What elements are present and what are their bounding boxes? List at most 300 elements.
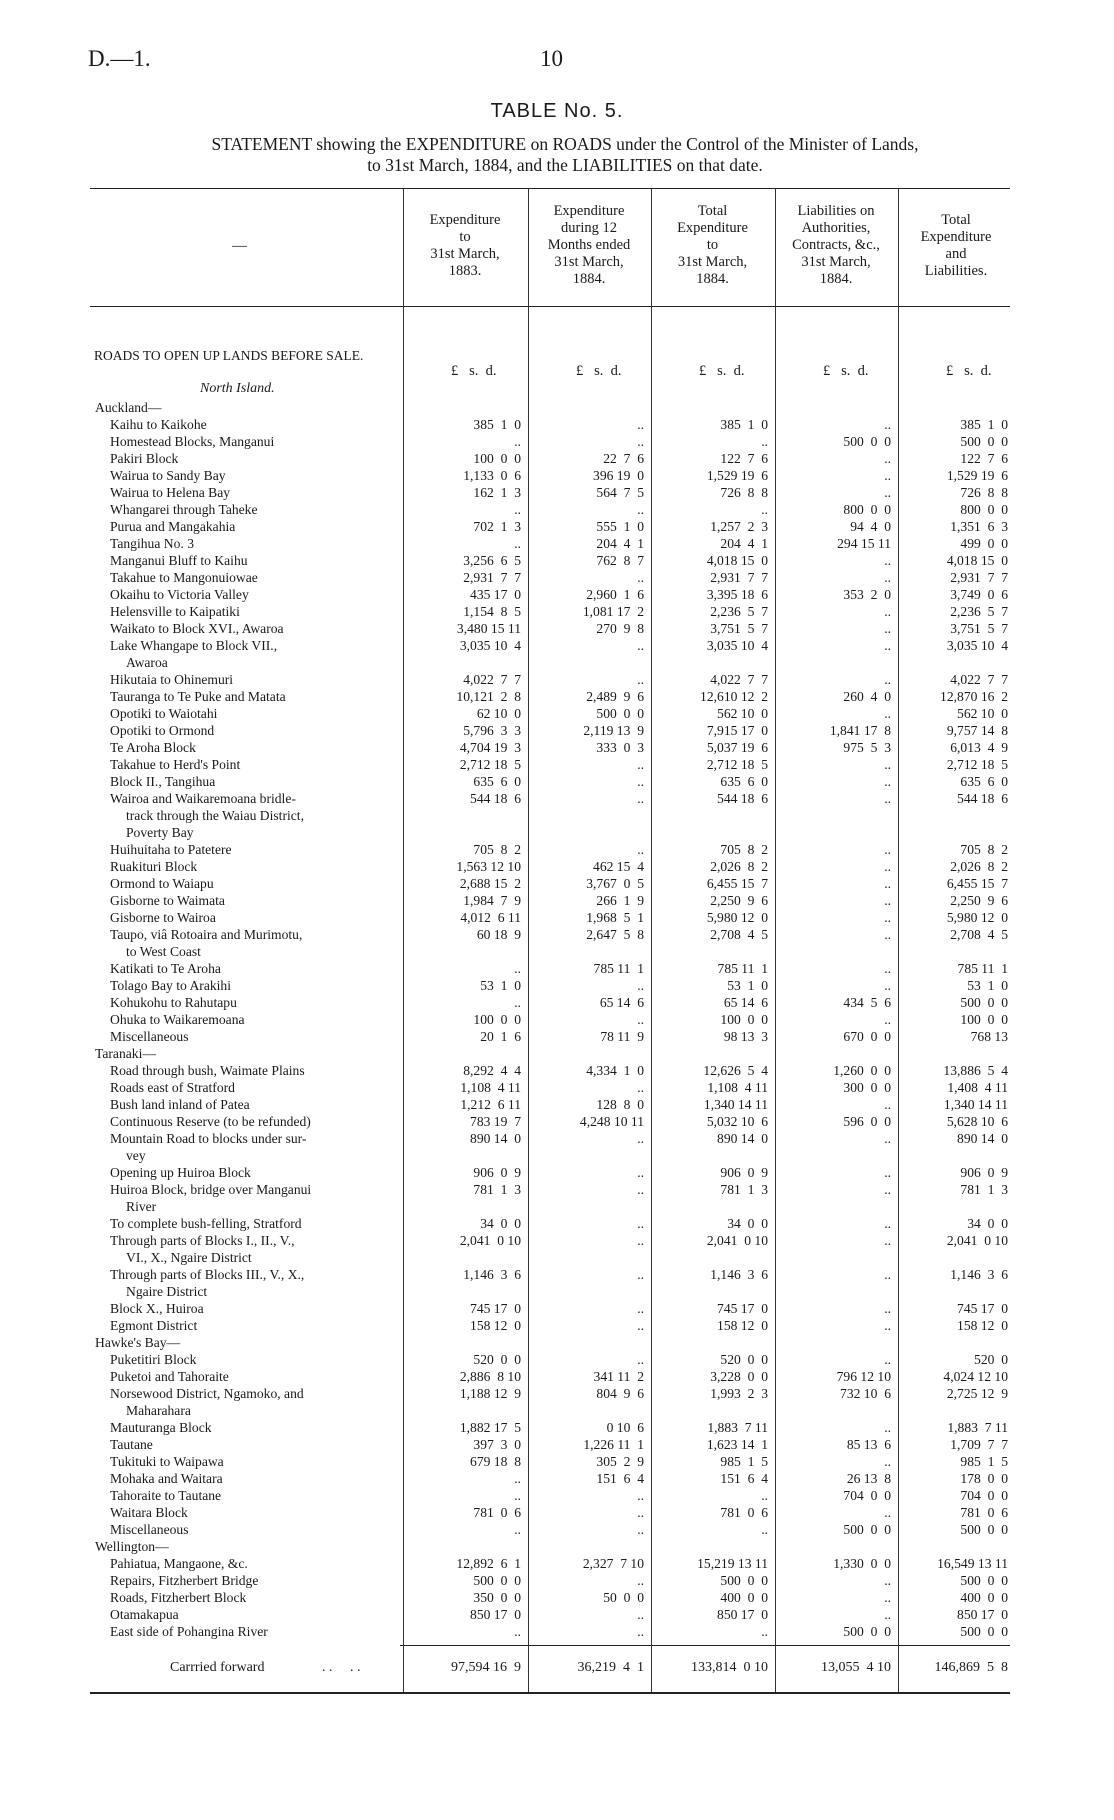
amount-cell: 804 9 6 bbox=[596, 1386, 644, 1401]
amount-cell: 2,489 9 6 bbox=[586, 689, 644, 704]
amount-cell: 34 0 0 bbox=[480, 1216, 521, 1231]
road-label: Roads, Fitzherbert Block bbox=[110, 1590, 247, 1605]
column-header-line: 1884. bbox=[819, 271, 853, 287]
amount-cell: 2,041 0 10 bbox=[459, 1233, 521, 1248]
amount-cell: 781 1 3 bbox=[960, 1182, 1008, 1197]
road-label: Helensville to Kaipatiki bbox=[110, 604, 240, 619]
amount-cell: .. bbox=[637, 1012, 644, 1027]
road-label: to West Coast bbox=[126, 944, 201, 959]
total-cell: 97,594 16 9 bbox=[451, 1660, 521, 1675]
leader-dots: . . . . bbox=[322, 1660, 361, 1675]
amount-cell: .. bbox=[884, 774, 891, 789]
amount-cell: 12,892 6 1 bbox=[456, 1556, 521, 1571]
amount-cell: 1,883 7 11 bbox=[947, 1420, 1008, 1435]
amount-cell: .. bbox=[884, 1131, 891, 1146]
amount-cell: 158 12 0 bbox=[470, 1318, 521, 1333]
amount-cell: 500 0 0 bbox=[960, 434, 1008, 449]
amount-cell: 158 12 0 bbox=[717, 1318, 768, 1333]
amount-cell: 260 4 0 bbox=[843, 689, 891, 704]
sub-section-title: North Island. bbox=[200, 381, 275, 396]
road-label: Mauturanga Block bbox=[110, 1420, 212, 1435]
total-cell: 36,219 4 1 bbox=[577, 1660, 644, 1675]
amount-cell: .. bbox=[884, 1573, 891, 1588]
total-cell: 133,814 0 10 bbox=[691, 1660, 768, 1675]
footer-top-rule bbox=[400, 1645, 1010, 1646]
units-label: £ s. d. bbox=[946, 363, 992, 379]
amount-cell: .. bbox=[637, 570, 644, 585]
amount-cell: 500 0 0 bbox=[960, 1624, 1008, 1639]
amount-cell: 5,032 10 6 bbox=[706, 1114, 768, 1129]
road-label: Roads east of Stratford bbox=[110, 1080, 235, 1095]
amount-cell: 2,041 0 10 bbox=[946, 1233, 1008, 1248]
column-header-line: Expenditure bbox=[553, 203, 625, 219]
amount-cell: 385 1 0 bbox=[473, 417, 521, 432]
amount-cell: 796 12 10 bbox=[836, 1369, 891, 1384]
column-header-line: Total bbox=[941, 212, 971, 228]
amount-cell: 1,146 3 6 bbox=[710, 1267, 768, 1282]
amount-cell: 270 9 8 bbox=[596, 621, 644, 636]
column-header-line: 31st March, bbox=[554, 254, 624, 270]
column-rule bbox=[651, 188, 652, 1692]
amount-cell: 2,708 4 5 bbox=[950, 927, 1008, 942]
amount-cell: 500 0 0 bbox=[473, 1573, 521, 1588]
amount-cell: 6,455 15 7 bbox=[706, 876, 768, 891]
road-label: Opening up Huiroa Block bbox=[110, 1165, 251, 1180]
road-label: Purua and Mangakahia bbox=[110, 519, 236, 534]
amount-cell: .. bbox=[514, 536, 521, 551]
amount-cell: .. bbox=[761, 1624, 768, 1639]
amount-cell: 122 7 6 bbox=[720, 451, 768, 466]
amount-cell: .. bbox=[884, 1097, 891, 1112]
amount-cell: .. bbox=[884, 1318, 891, 1333]
column-rule bbox=[775, 188, 776, 1692]
amount-cell: 4,248 10 11 bbox=[579, 1114, 644, 1129]
corner-dash: — bbox=[232, 238, 247, 254]
amount-cell: .. bbox=[637, 1318, 644, 1333]
amount-cell: 500 0 0 bbox=[960, 1522, 1008, 1537]
amount-cell: .. bbox=[761, 434, 768, 449]
amount-cell: 1,529 19 6 bbox=[706, 468, 768, 483]
road-label: Through parts of Blocks I., II., V., bbox=[110, 1233, 295, 1248]
amount-cell: 4,704 19 3 bbox=[459, 740, 521, 755]
amount-cell: 5,796 3 3 bbox=[463, 723, 521, 738]
amount-cell: 266 1 9 bbox=[596, 893, 644, 908]
road-label: Waikato to Block XVI., Awaroa bbox=[110, 621, 284, 636]
amount-cell: 3,767 0 5 bbox=[586, 876, 644, 891]
carried-forward-label: Carrried forward bbox=[170, 1660, 265, 1675]
amount-cell: 294 15 11 bbox=[837, 536, 891, 551]
road-label: Block X., Huiroa bbox=[110, 1301, 204, 1316]
amount-cell: .. bbox=[884, 978, 891, 993]
road-label: Miscellaneous bbox=[110, 1029, 189, 1044]
amount-cell: 850 17 0 bbox=[470, 1607, 521, 1622]
amount-cell: 2,708 4 5 bbox=[710, 927, 768, 942]
amount-cell: .. bbox=[637, 1131, 644, 1146]
amount-cell: .. bbox=[884, 1165, 891, 1180]
amount-cell: 3,035 10 4 bbox=[946, 638, 1008, 653]
amount-cell: .. bbox=[637, 1624, 644, 1639]
amount-cell: 3,395 18 6 bbox=[706, 587, 768, 602]
amount-cell: 562 10 0 bbox=[717, 706, 768, 721]
amount-cell: 5,628 10 6 bbox=[946, 1114, 1008, 1129]
amount-cell: 679 18 8 bbox=[470, 1454, 521, 1469]
district-label: Auckland— bbox=[95, 400, 162, 415]
amount-cell: 520 0 0 bbox=[720, 1352, 768, 1367]
column-header-line: Contracts, &c., bbox=[792, 237, 880, 253]
road-label: Ormond to Waiapu bbox=[110, 876, 214, 891]
road-label: Repairs, Fitzherbert Bridge bbox=[110, 1573, 259, 1588]
table-title: TABLE No. 5. bbox=[490, 100, 624, 122]
amount-cell: 5,037 19 6 bbox=[706, 740, 768, 755]
amount-cell: .. bbox=[514, 995, 521, 1010]
amount-cell: 1,340 14 11 bbox=[703, 1097, 768, 1112]
total-cell: 146,869 5 8 bbox=[934, 1660, 1008, 1675]
page-number: 10 bbox=[540, 46, 563, 71]
amount-cell: 6,013 4 9 bbox=[950, 740, 1008, 755]
amount-cell: .. bbox=[884, 604, 891, 619]
amount-cell: 122 7 6 bbox=[960, 451, 1008, 466]
amount-cell: .. bbox=[884, 910, 891, 925]
amount-cell: 13,886 5 4 bbox=[943, 1063, 1008, 1078]
road-label: Tukituki to Waipawa bbox=[110, 1454, 224, 1469]
amount-cell: 100 0 0 bbox=[473, 1012, 521, 1027]
amount-cell: 1,226 11 1 bbox=[583, 1437, 644, 1452]
road-label: Okaihu to Victoria Valley bbox=[110, 587, 249, 602]
units-label: £ s. d. bbox=[823, 363, 869, 379]
amount-cell: .. bbox=[637, 791, 644, 806]
amount-cell: 1,260 0 0 bbox=[833, 1063, 891, 1078]
amount-cell: 60 18 9 bbox=[476, 927, 521, 942]
column-header-line: Total bbox=[697, 203, 728, 219]
amount-cell: .. bbox=[514, 1624, 521, 1639]
column-header-line: 31st March, bbox=[430, 246, 500, 262]
amount-cell: 1,408 4 11 bbox=[947, 1080, 1008, 1095]
amount-cell: .. bbox=[884, 1454, 891, 1469]
amount-cell: .. bbox=[637, 1522, 644, 1537]
amount-cell: 1,188 12 9 bbox=[459, 1386, 521, 1401]
amount-cell: 1,993 2 3 bbox=[710, 1386, 768, 1401]
road-label: Waitara Block bbox=[110, 1505, 188, 1520]
amount-cell: 2,712 18 5 bbox=[706, 757, 768, 772]
amount-cell: .. bbox=[514, 1522, 521, 1537]
statement-heading bbox=[90, 134, 1040, 176]
amount-cell: 204 4 1 bbox=[720, 536, 768, 551]
amount-cell: .. bbox=[761, 502, 768, 517]
amount-cell: 12,626 5 4 bbox=[703, 1063, 768, 1078]
header-bottom-rule bbox=[90, 306, 1010, 307]
amount-cell: 500 0 0 bbox=[960, 1573, 1008, 1588]
amount-cell: 2,647 5 8 bbox=[586, 927, 644, 942]
amount-cell: 5,980 12 0 bbox=[706, 910, 768, 925]
amount-cell: 544 18 6 bbox=[717, 791, 768, 806]
road-label: Egmont District bbox=[110, 1318, 198, 1333]
amount-cell: 1,968 5 1 bbox=[586, 910, 644, 925]
amount-cell: 635 6 0 bbox=[473, 774, 521, 789]
amount-cell: 26 13 8 bbox=[846, 1471, 891, 1486]
amount-cell: .. bbox=[637, 1301, 644, 1316]
amount-cell: 34 0 0 bbox=[967, 1216, 1008, 1231]
amount-cell: .. bbox=[637, 1182, 644, 1197]
amount-cell: 906 0 9 bbox=[473, 1165, 521, 1180]
doc-reference: D.—1. bbox=[88, 46, 151, 71]
amount-cell: .. bbox=[761, 1522, 768, 1537]
road-label: Awaroa bbox=[126, 655, 168, 670]
amount-cell: 745 17 0 bbox=[717, 1301, 768, 1316]
amount-cell: .. bbox=[884, 553, 891, 568]
road-label: Ohuka to Waikaremoana bbox=[110, 1012, 245, 1027]
amount-cell: 906 0 9 bbox=[720, 1165, 768, 1180]
road-label: Taupo, viâ Rotoaira and Murimotu, bbox=[110, 927, 303, 942]
top-rule bbox=[90, 188, 1010, 189]
amount-cell: 158 12 0 bbox=[957, 1318, 1008, 1333]
road-label: Katikati to Te Aroha bbox=[110, 961, 221, 976]
amount-cell: .. bbox=[884, 570, 891, 585]
amount-cell: 1,340 14 11 bbox=[943, 1097, 1008, 1112]
amount-cell: 4,334 1 0 bbox=[586, 1063, 644, 1078]
road-label: Puketoi and Tahoraite bbox=[110, 1369, 229, 1384]
amount-cell: .. bbox=[514, 961, 521, 976]
amount-cell: 2,250 9 6 bbox=[950, 893, 1008, 908]
road-label: Ngaire District bbox=[126, 1284, 208, 1299]
statement-line-1: STATEMENT showing the EXPENDITURE on ROADS under the Control of the Minister of Lands, bbox=[211, 134, 919, 154]
amount-cell: 62 10 0 bbox=[476, 706, 521, 721]
column-header-line: 1884. bbox=[572, 271, 606, 287]
amount-cell: 4,022 7 7 bbox=[710, 672, 768, 687]
amount-cell: 785 11 1 bbox=[717, 961, 768, 976]
amount-cell: .. bbox=[884, 1182, 891, 1197]
amount-cell: .. bbox=[637, 1165, 644, 1180]
amount-cell: .. bbox=[637, 1573, 644, 1588]
amount-cell: 800 0 0 bbox=[843, 502, 891, 517]
road-label: Opotiki to Ormond bbox=[110, 723, 215, 738]
road-label: Otamakapua bbox=[110, 1607, 179, 1622]
amount-cell: 704 0 0 bbox=[843, 1488, 891, 1503]
amount-cell: 1,257 2 3 bbox=[710, 519, 768, 534]
road-label: Lake Whangape to Block VII., bbox=[110, 638, 278, 653]
amount-cell: .. bbox=[884, 1590, 891, 1605]
road-label: Gisborne to Wairoa bbox=[110, 910, 216, 925]
amount-cell: 300 0 0 bbox=[843, 1080, 891, 1095]
column-header-line: Expenditure bbox=[677, 220, 748, 236]
amount-cell: 975 5 3 bbox=[843, 740, 891, 755]
road-label: Whangarei through Taheke bbox=[110, 502, 258, 517]
amount-cell: .. bbox=[637, 757, 644, 772]
amount-cell: .. bbox=[884, 1505, 891, 1520]
amount-cell: 670 0 0 bbox=[843, 1029, 891, 1044]
road-label: Bush land inland of Patea bbox=[110, 1097, 250, 1112]
amount-cell: 850 17 0 bbox=[717, 1607, 768, 1622]
amount-cell: .. bbox=[884, 672, 891, 687]
amount-cell: 1,883 7 11 bbox=[707, 1420, 768, 1435]
amount-cell: 520 0 bbox=[974, 1352, 1008, 1367]
amount-cell: 800 0 0 bbox=[960, 502, 1008, 517]
amount-cell: 985 1 5 bbox=[960, 1454, 1008, 1469]
amount-cell: 94 4 0 bbox=[850, 519, 891, 534]
amount-cell: 34 0 0 bbox=[727, 1216, 768, 1231]
amount-cell: 726 8 8 bbox=[720, 485, 768, 500]
amount-cell: .. bbox=[637, 1505, 644, 1520]
amount-cell: 544 18 6 bbox=[957, 791, 1008, 806]
amount-cell: 6,455 15 7 bbox=[946, 876, 1008, 891]
amount-cell: 2,327 7 10 bbox=[582, 1556, 644, 1571]
amount-cell: 702 1 3 bbox=[473, 519, 521, 534]
road-label: Gisborne to Waimata bbox=[110, 893, 225, 908]
amount-cell: 0 10 6 bbox=[606, 1420, 644, 1435]
amount-cell: 53 1 0 bbox=[727, 978, 768, 993]
amount-cell: 1,529 19 6 bbox=[946, 468, 1008, 483]
road-label: Kohukohu to Rahutapu bbox=[110, 995, 237, 1010]
road-label: Wairua to Helena Bay bbox=[110, 485, 231, 500]
amount-cell: 1,351 6 3 bbox=[950, 519, 1008, 534]
amount-cell: 1,133 0 6 bbox=[463, 468, 521, 483]
amount-cell: 705 8 2 bbox=[473, 842, 521, 857]
road-label: Tauranga to Te Puke and Matata bbox=[110, 689, 286, 704]
column-header-line: Liabilities. bbox=[924, 263, 988, 279]
amount-cell: .. bbox=[884, 1301, 891, 1316]
amount-cell: 2,960 1 6 bbox=[586, 587, 644, 602]
amount-cell: 2,931 7 7 bbox=[710, 570, 768, 585]
road-label: Takahue to Herd's Point bbox=[110, 757, 241, 772]
amount-cell: 850 17 0 bbox=[957, 1607, 1008, 1622]
amount-cell: 400 0 0 bbox=[960, 1590, 1008, 1605]
amount-cell: 1,563 12 10 bbox=[456, 859, 521, 874]
column-header-line: 31st March, bbox=[677, 254, 748, 270]
amount-cell: 1,108 4 11 bbox=[460, 1080, 521, 1095]
amount-cell: 2,725 12 9 bbox=[946, 1386, 1008, 1401]
amount-cell: 2,236 5 7 bbox=[710, 604, 768, 619]
amount-cell: 385 1 0 bbox=[960, 417, 1008, 432]
column-header bbox=[653, 203, 772, 288]
road-label: Norsewood District, Ngamoko, and bbox=[110, 1386, 304, 1401]
amount-cell: 1,882 17 5 bbox=[459, 1420, 521, 1435]
amount-cell: .. bbox=[637, 1216, 644, 1231]
road-label: vey bbox=[126, 1148, 146, 1163]
amount-cell: .. bbox=[637, 502, 644, 517]
amount-cell: 4,012 6 11 bbox=[460, 910, 521, 925]
road-label: Kaihu to Kaikohe bbox=[110, 417, 207, 432]
road-label: Takahue to Mangonuiowae bbox=[110, 570, 258, 585]
amount-cell: 151 6 4 bbox=[596, 1471, 644, 1486]
amount-cell: .. bbox=[637, 1488, 644, 1503]
amount-cell: 100 0 0 bbox=[960, 1012, 1008, 1027]
amount-cell: 1,212 6 11 bbox=[460, 1097, 521, 1112]
amount-cell: .. bbox=[884, 961, 891, 976]
amount-cell: 53 1 0 bbox=[967, 978, 1008, 993]
amount-cell: 397 3 0 bbox=[473, 1437, 521, 1452]
amount-cell: .. bbox=[884, 1267, 891, 1282]
amount-cell: .. bbox=[884, 859, 891, 874]
amount-cell: 434 5 6 bbox=[843, 995, 891, 1010]
road-label: Manganui Bluff to Kaihu bbox=[110, 553, 248, 568]
amount-cell: 781 1 3 bbox=[473, 1182, 521, 1197]
road-label: Ruakituri Block bbox=[110, 859, 198, 874]
amount-cell: 8,292 4 4 bbox=[463, 1063, 521, 1078]
column-header bbox=[405, 212, 525, 280]
amount-cell: 65 14 6 bbox=[723, 995, 768, 1010]
amount-cell: 500 0 0 bbox=[596, 706, 644, 721]
amount-cell: .. bbox=[514, 1488, 521, 1503]
amount-cell: .. bbox=[884, 757, 891, 772]
amount-cell: 50 0 0 bbox=[603, 1590, 644, 1605]
district-label: Taranaki— bbox=[95, 1046, 156, 1061]
road-label: Continuous Reserve (to be refunded) bbox=[110, 1114, 311, 1129]
amount-cell: 3,751 5 7 bbox=[950, 621, 1008, 636]
amount-cell: 520 0 0 bbox=[473, 1352, 521, 1367]
road-label: Wairua to Sandy Bay bbox=[110, 468, 226, 483]
amount-cell: .. bbox=[637, 1080, 644, 1095]
amount-cell: 768 13 bbox=[970, 1029, 1008, 1044]
amount-cell: .. bbox=[637, 842, 644, 857]
road-label: Tangihua No. 3 bbox=[110, 536, 194, 551]
column-header-line: Authorities, bbox=[801, 220, 871, 236]
road-label: Tahoraite to Tautane bbox=[110, 1488, 222, 1503]
road-label: Pahiatua, Mangaone, &c. bbox=[110, 1556, 248, 1571]
amount-cell: 3,035 10 4 bbox=[459, 638, 521, 653]
amount-cell: .. bbox=[884, 706, 891, 721]
amount-cell: 5,980 12 0 bbox=[946, 910, 1008, 925]
amount-cell: 78 11 9 bbox=[600, 1029, 644, 1044]
amount-cell: 890 14 0 bbox=[957, 1131, 1008, 1146]
amount-cell: 635 6 0 bbox=[960, 774, 1008, 789]
amount-cell: .. bbox=[637, 638, 644, 653]
amount-cell: 890 14 0 bbox=[717, 1131, 768, 1146]
amount-cell: 9,757 14 8 bbox=[946, 723, 1008, 738]
column-header bbox=[530, 203, 648, 288]
amount-cell: 1,984 7 9 bbox=[463, 893, 521, 908]
road-label: Puketitiri Block bbox=[110, 1352, 197, 1367]
amount-cell: 906 0 9 bbox=[960, 1165, 1008, 1180]
amount-cell: 341 11 2 bbox=[593, 1369, 644, 1384]
amount-cell: 726 8 8 bbox=[960, 485, 1008, 500]
amount-cell: 10,121 2 8 bbox=[456, 689, 521, 704]
amount-cell: 4,018 15 0 bbox=[946, 553, 1008, 568]
amount-cell: .. bbox=[884, 451, 891, 466]
amount-cell: 500 0 0 bbox=[843, 1624, 891, 1639]
column-header-line: Expenditure bbox=[920, 229, 992, 245]
amount-cell: 785 11 1 bbox=[593, 961, 644, 976]
column-rule bbox=[528, 188, 529, 1692]
district-label: Wellington— bbox=[95, 1539, 169, 1554]
amount-cell: .. bbox=[637, 1352, 644, 1367]
amount-cell: .. bbox=[637, 1267, 644, 1282]
amount-cell: 4,018 15 0 bbox=[706, 553, 768, 568]
amount-cell: 555 1 0 bbox=[596, 519, 644, 534]
amount-cell: 2,931 7 7 bbox=[950, 570, 1008, 585]
column-header-line: to bbox=[706, 237, 719, 253]
amount-cell: .. bbox=[884, 791, 891, 806]
amount-cell: .. bbox=[637, 417, 644, 432]
road-label: Wairoa and Waikaremoana bridle- bbox=[110, 791, 296, 806]
amount-cell: 499 0 0 bbox=[960, 536, 1008, 551]
amount-cell: .. bbox=[884, 842, 891, 857]
road-label: Huihuitaha to Patetere bbox=[110, 842, 232, 857]
amount-cell: 128 8 0 bbox=[596, 1097, 644, 1112]
amount-cell: 2,041 0 10 bbox=[706, 1233, 768, 1248]
units-label: £ s. d. bbox=[451, 363, 497, 379]
amount-cell: 151 6 4 bbox=[720, 1471, 768, 1486]
amount-cell: 333 0 3 bbox=[596, 740, 644, 755]
amount-cell: 745 17 0 bbox=[470, 1301, 521, 1316]
amount-cell: 1,146 3 6 bbox=[463, 1267, 521, 1282]
road-label: Road through bush, Waimate Plains bbox=[110, 1063, 305, 1078]
amount-cell: 562 10 0 bbox=[957, 706, 1008, 721]
amount-cell: 350 0 0 bbox=[473, 1590, 521, 1605]
amount-cell: 3,749 0 6 bbox=[950, 587, 1008, 602]
amount-cell: 400 0 0 bbox=[720, 1590, 768, 1605]
amount-cell: 635 6 0 bbox=[720, 774, 768, 789]
road-label: Miscellaneous bbox=[110, 1522, 189, 1537]
road-label: Tautane bbox=[110, 1437, 153, 1452]
